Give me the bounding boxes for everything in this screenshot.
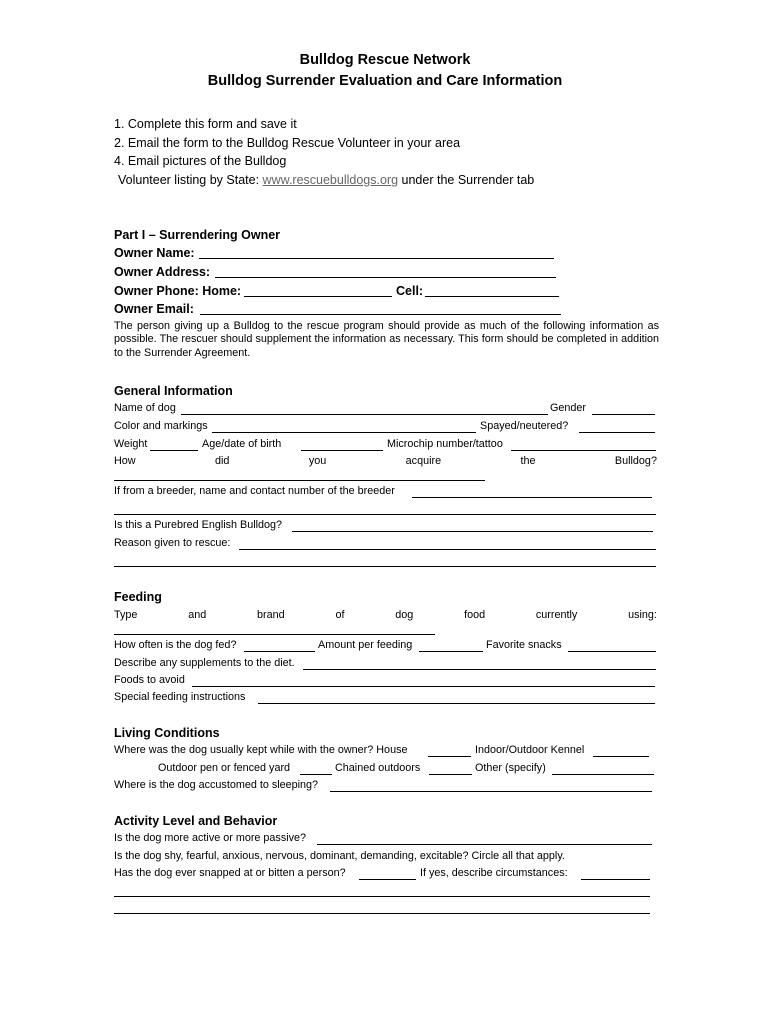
activity-heading: Activity Level and Behavior [114, 814, 278, 828]
breeder-field-2[interactable] [114, 514, 656, 515]
where-kept-label: Where was the dog usually kept while with the owner? House [114, 744, 408, 756]
word: using: [628, 609, 657, 621]
sleeping-field[interactable] [330, 791, 652, 792]
snacks-label: Favorite snacks [486, 639, 562, 651]
chained-label: Chained outdoors [335, 762, 421, 774]
word: the [520, 455, 536, 467]
word: acquire [405, 455, 442, 467]
color-markings-label: Color and markings [114, 420, 208, 432]
living-heading: Living Conditions [114, 726, 220, 740]
special-field[interactable] [258, 703, 655, 704]
word: did [215, 455, 230, 467]
supplements-label: Describe any supplements to the diet. [114, 657, 295, 669]
volunteer-listing [118, 173, 534, 187]
purebred-field[interactable] [292, 531, 653, 532]
snapped-field[interactable] [359, 879, 416, 880]
if-yes-field[interactable] [581, 879, 650, 880]
spayed-field[interactable] [579, 432, 655, 433]
cell-field[interactable] [425, 296, 559, 297]
weight-label: Weight [114, 438, 148, 450]
owner-email-field[interactable] [200, 314, 561, 315]
house-field[interactable] [428, 756, 471, 757]
color-markings-field[interactable] [212, 432, 476, 433]
other-label: Other (specify) [475, 762, 546, 774]
name-of-dog-label: Name of dog [114, 402, 176, 414]
cell-label: Cell: [396, 284, 424, 298]
gender-label: Gender [550, 402, 587, 414]
shy-label: Is the dog shy, fearful, anxious, nervous, dominant, demanding, excitable? Circle all that apply. [114, 850, 565, 862]
amount-label: Amount per feeding [318, 639, 413, 651]
form-subtitle: Bulldog Surrender Evaluation and Care Information [207, 73, 563, 89]
age-label: Age/date of birth [202, 438, 282, 450]
owner-name-label: Owner Name: [114, 246, 195, 260]
chained-field[interactable] [429, 774, 472, 775]
sleeping-label: Where is the dog accustomed to sleeping? [114, 779, 319, 791]
how-acquire-line [114, 455, 657, 467]
step-2: 2. Email the form to the Bulldog Rescue Volunteer in your area [114, 136, 461, 150]
reason-field[interactable] [239, 549, 656, 550]
breeder-field[interactable] [412, 497, 652, 498]
word: and [188, 609, 207, 621]
kennel-label: Indoor/Outdoor Kennel [475, 744, 585, 756]
owner-phone-home-field[interactable] [244, 296, 392, 297]
word: brand [257, 609, 285, 621]
name-of-dog-field[interactable] [181, 414, 548, 415]
word: currently [535, 609, 578, 621]
supplements-field[interactable] [303, 669, 656, 670]
volunteer-prefix: Volunteer listing by State: [118, 173, 260, 187]
if-yes-label: If yes, describe circumstances: [420, 867, 568, 879]
age-field[interactable] [301, 450, 383, 451]
microchip-label: Microchip number/tattoo [387, 438, 503, 450]
snapped-label: Has the dog ever snapped at or bitten a person? [114, 867, 346, 879]
rescue-link[interactable]: www.rescuebulldogs.org [262, 173, 399, 187]
avoid-field[interactable] [192, 686, 655, 687]
how-acquire-field[interactable] [114, 480, 485, 481]
intro-paragraph: The person giving up a Bulldog to the rescue program should provide as much of the following information as possible. The rescuer should supplement the information as necessary. This form should be completed in addition to the Surrender Agreement. [114, 320, 659, 359]
word: food [464, 609, 486, 621]
pen-field[interactable] [300, 774, 332, 775]
weight-field[interactable] [150, 450, 198, 451]
avoid-label: Foods to avoid [114, 674, 185, 686]
spayed-label: Spayed/neutered? [480, 420, 569, 432]
general-heading: General Information [114, 384, 233, 398]
word: How [114, 455, 136, 467]
word: you [308, 455, 327, 467]
how-often-field[interactable] [244, 651, 315, 652]
volunteer-suffix: under the Surrender tab [401, 173, 535, 187]
owner-address-label: Owner Address: [114, 265, 211, 279]
feeding-heading: Feeding [114, 590, 162, 604]
pen-label: Outdoor pen or fenced yard [158, 762, 291, 774]
reason-field-2[interactable] [114, 566, 656, 567]
circumstances-field-2[interactable] [114, 913, 650, 914]
gender-field[interactable] [592, 414, 655, 415]
how-often-label: How often is the dog fed? [114, 639, 237, 651]
type-brand-line [114, 609, 657, 621]
word: Bulldog? [614, 455, 657, 467]
other-field[interactable] [552, 774, 654, 775]
circumstances-field-1[interactable] [114, 896, 650, 897]
food-type-field[interactable] [114, 634, 435, 635]
word: dog [395, 609, 414, 621]
word: of [335, 609, 345, 621]
form-title: Bulldog Rescue Network [299, 52, 471, 68]
active-field[interactable] [317, 844, 652, 845]
snacks-field[interactable] [568, 651, 656, 652]
owner-name-field[interactable] [199, 258, 554, 259]
step-4: 4. Email pictures of the Bulldog [114, 154, 287, 168]
special-label: Special feeding instructions [114, 691, 246, 703]
amount-field[interactable] [419, 651, 483, 652]
owner-email-label: Owner Email: [114, 302, 194, 316]
breeder-label: If from a breeder, name and contact number of the breeder [114, 485, 395, 497]
owner-address-field[interactable] [215, 277, 556, 278]
reason-label: Reason given to rescue: [114, 537, 231, 549]
owner-phone-home-label: Owner Phone: Home: [114, 284, 242, 298]
kennel-field[interactable] [593, 756, 649, 757]
microchip-field[interactable] [511, 450, 656, 451]
purebred-label: Is this a Purebred English Bulldog? [114, 519, 283, 531]
word: Type [114, 609, 138, 621]
step-1: 1. Complete this form and save it [114, 117, 297, 131]
active-label: Is the dog more active or more passive? [114, 832, 307, 844]
part1-heading: Part I – Surrendering Owner [114, 228, 281, 242]
